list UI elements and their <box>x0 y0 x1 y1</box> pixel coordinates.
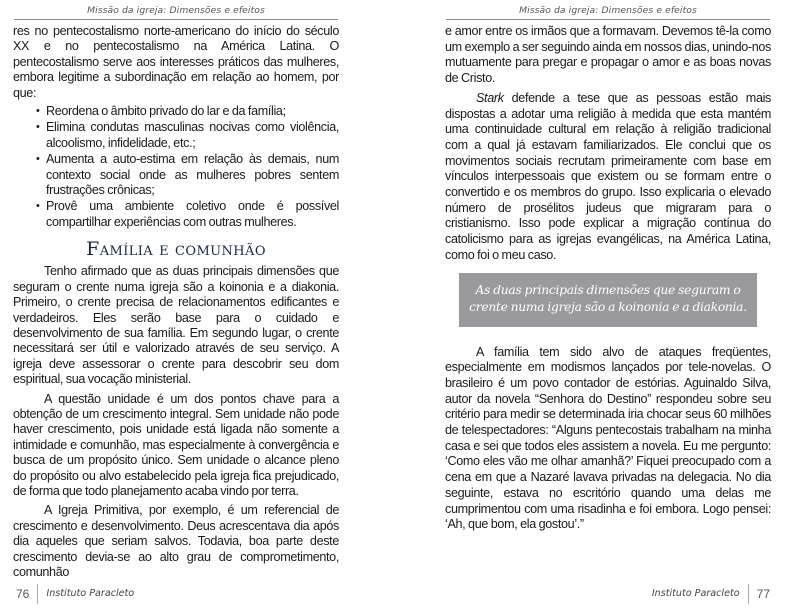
list-item: • Provê uma ambiente coletivo onde é possível compartilhar experiências com outras mulheres. <box>36 199 339 229</box>
bullet-list <box>13 104 339 230</box>
header-rule <box>446 19 770 20</box>
page-number: 77 <box>756 587 770 601</box>
page-footer <box>16 584 134 604</box>
pull-quote: As duas principais dimensões que seguram o crente numa igreja são a koinonia e a diakonia. <box>459 273 757 327</box>
paragraph: res no pentecostalismo norte-americano do início do século XX e no pentecostalismo na América Latina. O pentecostalismo serve aos interesses práticos das mulheres, embora legitime a subordinação em relação ao homem, por que: <box>13 24 339 100</box>
paragraph: Stark defende a tese que as pessoas estão mais dispostas a adotar uma religião à medida que esta mantém uma continuidade cultural em relação à religião tradicional com a qual já estavam familiarizados. Ele conclui que os movimentos sociais recrutam primeiramente com base em vínculos interpessoais que existem ou se formam entre o convertido e os membros do grupo. Isso explicaria o elevado número de prosélitos judeus que migraram para o cristianismo. Isso pode explicar a migração contínua do catolicismo para as igrejas evangélicas, na América Latina, como foi o meu caso. <box>445 90 771 262</box>
page-footer <box>652 584 770 604</box>
paragraph: A família tem sido alvo de ataques freqüentes, especialmente em modismos lançados por tele-novelas. O brasileiro é um povo contador de estórias. Aguinaldo Silva, autor da novela “Senhora do Destino” respondeu sobre seu critério para medir se determinada iria chocar seus 60 milhões de telespectadores: “Alguns pentecostais trabalham na minha casa e sei que todos eles assistem a novela. Eu me pergunto: ‘Como eles vão me olhar amanhã?’ Fiquei preocupado com a cena em que a Nazaré lavava privadas na delegacia. No dia seguinte, estava no escritório quando uma delas me cumprimentou com uma risadinha e foi embora. Logo pensei: ‘Ah, que bom, ela gostou’.” <box>445 344 771 532</box>
list-item: • Aumenta a auto-estima em relação às demais, num contexto social onde as mulheres pobres sentem frustrações crônicas; <box>36 152 339 198</box>
footer-divider <box>37 584 38 604</box>
footer-brand: Instituto Paracleto <box>651 588 740 599</box>
paragraph: A Igreja Primitiva, por exemplo, é um referencial de crescimento e desenvolvimento. Deus acrescentava dia após dia aqueles que seriam salvos. Todavia, boa parte deste crescimento devia-se ao alto grau de comprometimento, comunhão <box>13 503 339 579</box>
right-page <box>396 0 792 609</box>
running-head: Missão da igreja: Dimensões e efeitos <box>87 5 265 16</box>
list-item: • Reordena o âmbito privado do lar e da família; <box>36 104 286 119</box>
paragraph: Tenho afirmado que as duas principais dimensões que seguram o crente numa igreja são a koinonia e a diakonia. Primeiro, o crente precisa de relacionamentos edificantes e verdadeiros. Eles serão base para o cuidado e desenvolvimento de sua família. Em segundo lugar, o crente necessitará ser útil e valorizado através de seu serviço. A igreja deve assessorar o crente para descobrir seu dom espiritual, sua vocação ministerial. <box>13 264 339 387</box>
right-page-body <box>445 24 771 533</box>
emphasis-name: Stark <box>476 90 504 105</box>
footer-brand: Instituto Paracleto <box>46 588 135 599</box>
list-item: • Elimina condutas masculinas nocivas como violência, alcoolismo, infidelidade, etc.; <box>36 120 339 150</box>
bullet-icon: • <box>36 105 40 118</box>
page-number: 76 <box>16 587 30 601</box>
left-page-body <box>13 24 339 580</box>
bullet-icon: • <box>36 200 40 213</box>
paragraph: A questão unidade é um dos pontos chave para a obtenção de um crescimento integral. Sem unidade não pode haver crescimento, pois unidade está ligada não somente a intimidade e comunhão, mas especialmente à convergência e busca de um propósito único. Sem unidade o alcance pleno do propósito ou alvo estabelecido pela igreja fica prejudicado, de forma que todo planejamento acaba vindo por terra. <box>13 391 339 498</box>
section-heading: Família e comunhão <box>86 238 266 261</box>
bullet-icon: • <box>36 121 40 134</box>
paragraph: e amor entre os irmãos que a formavam. Devemos tê-la como um exemplo a ser seguindo ainda em nossos dias, unindo-nos mutuamente para pregar e propagar o amor e as boas novas de Cristo. <box>445 24 771 86</box>
running-head: Missão da igreja: Dimensões e efeitos <box>519 5 697 16</box>
bullet-icon: • <box>36 153 40 166</box>
footer-divider <box>748 584 749 604</box>
header-rule <box>14 19 338 20</box>
